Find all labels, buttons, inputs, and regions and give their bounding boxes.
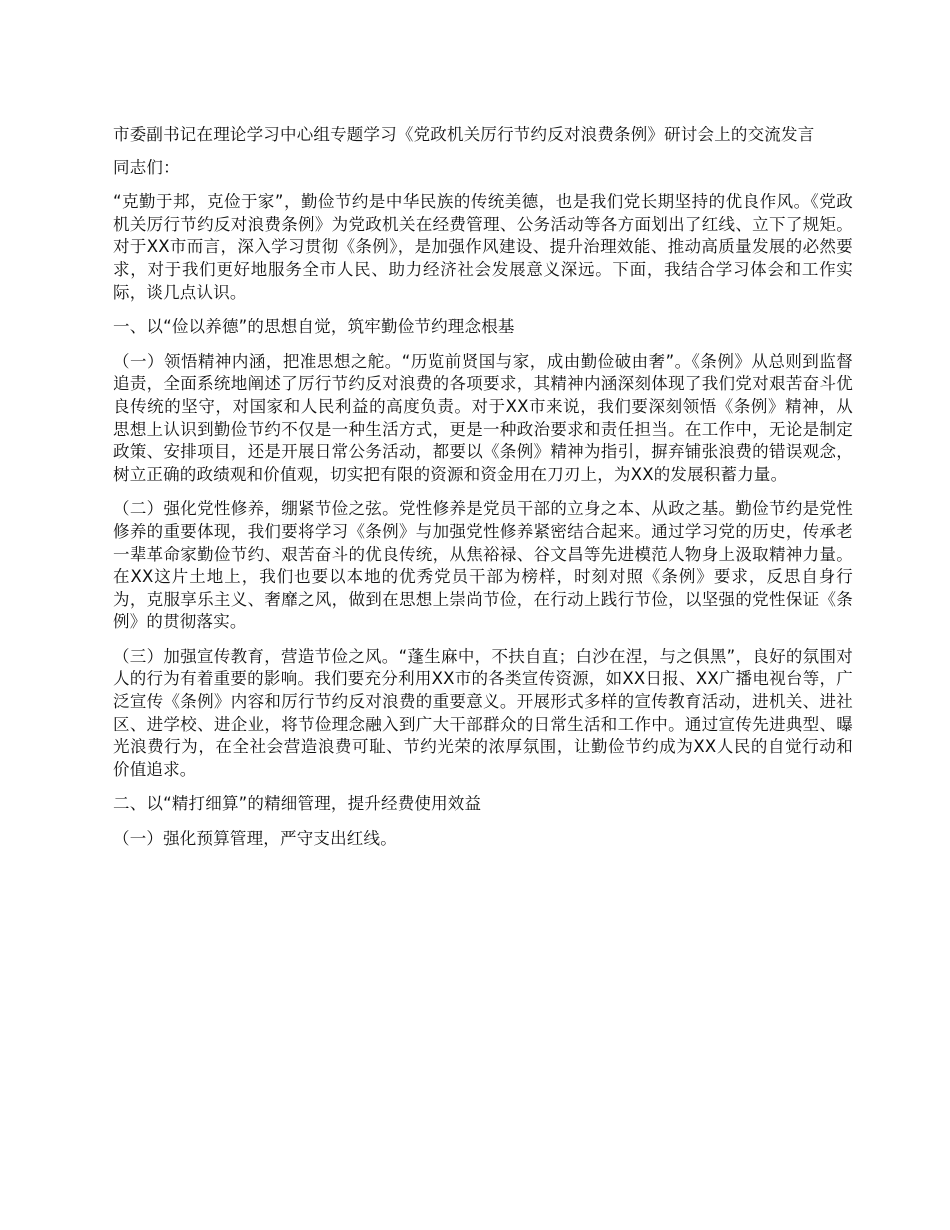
paragraph-intro: “克勤于邦，克俭于家”，勤俭节约是中华民族的传统美德，也是我们党长期坚持的优良作风。《党政机关厉行节约反对浪费条例》为党政机关在经费管理、公务活动等各方面划出了红线、立下了规矩。对于XX市而言，深入学习贯彻《条例》，是加强作风建设、提升治理效能、推动高质量发展的必然要求，对于我们更好地服务全市人民、助力经济社会发展意义深远。下面，我结合学习体会和工作实际，谈几点认识。 bbox=[113, 192, 853, 302]
paragraph-1-3: （三）加强宣传教育，营造节俭之风。“蓬生麻中，不扶自直；白沙在涅，与之俱黑”，良好的氛围对人的行为有着重要的影响。我们要充分利用XX市的各类宣传资源，如XX日报、XX广播电视台等，广泛宣传《条例》内容和厉行节约反对浪费的重要意义。开展形式多样的宣传教育活动，进机关、进社区、进学校、进企业，将节俭理念融入到广大干部群众的日常生活和工作中。通过宣传先进典型、曝光浪费行为，在全社会营造浪费可耻、节约光荣的浓厚氛围，让勤俭节约成为XX人民的自觉行动和价值追求。 bbox=[113, 646, 853, 779]
document-page bbox=[113, 124, 853, 863]
paragraph-1-1: （一）领悟精神内涵，把准思想之舵。“历览前贤国与家，成由勤俭破由奢”。《条例》从总则到监督追责，全面系统地阐述了厉行节约反对浪费的各项要求，其精神内涵深刻体现了我们党对艰苦奋斗优良传统的坚守，对国家和人民利益的高度负责。对于XX市来说，我们要深刻领悟《条例》精神，从思想上认识到勤俭节约不仅是一种生活方式，更是一种政治要求和责任担当。在工作中，无论是制定政策、安排项目，还是开展日常公务活动，都要以《条例》精神为指引，摒弃铺张浪费的错误观念，树立正确的政绩观和价值观，切实把有限的资源和资金用在刀刃上，为XX的发展积蓄力量。 bbox=[113, 351, 853, 484]
section-heading-2: 二、以“精打细算”的精细管理，提升经费使用效益 bbox=[113, 794, 482, 814]
section-heading-1: 一、以“俭以养德”的思想自觉，筑牢勤俭节约理念根基 bbox=[113, 317, 515, 337]
document-title: 市委副书记在理论学习中心组专题学习《党政机关厉行节约反对浪费条例》研讨会上的交流发言 bbox=[113, 125, 815, 144]
paragraph-2-1: （一）强化预算管理，严守支出红线。 bbox=[113, 829, 397, 849]
salutation: 同志们： bbox=[113, 157, 180, 177]
paragraph-1-2: （二）强化党性修养，绷紧节俭之弦。党性修养是党员干部的立身之本、从政之基。勤俭节约是党性修养的重要体现，我们要将学习《条例》与加强党性修养紧密结合起来。通过学习党的历史，传承老一辈革命家勤俭节约、艰苦奋斗的优良传统，从焦裕禄、谷文昌等先进模范人物身上汲取精神力量。在XX这片土地上，我们也要以本地的优秀党员干部为榜样，时刻对照《条例》要求，反思自身行为，克服享乐主义、奢靡之风，做到在思想上崇尚节俭，在行动上践行节俭，以坚强的党性保证《条例》的贯彻落实。 bbox=[113, 499, 853, 632]
